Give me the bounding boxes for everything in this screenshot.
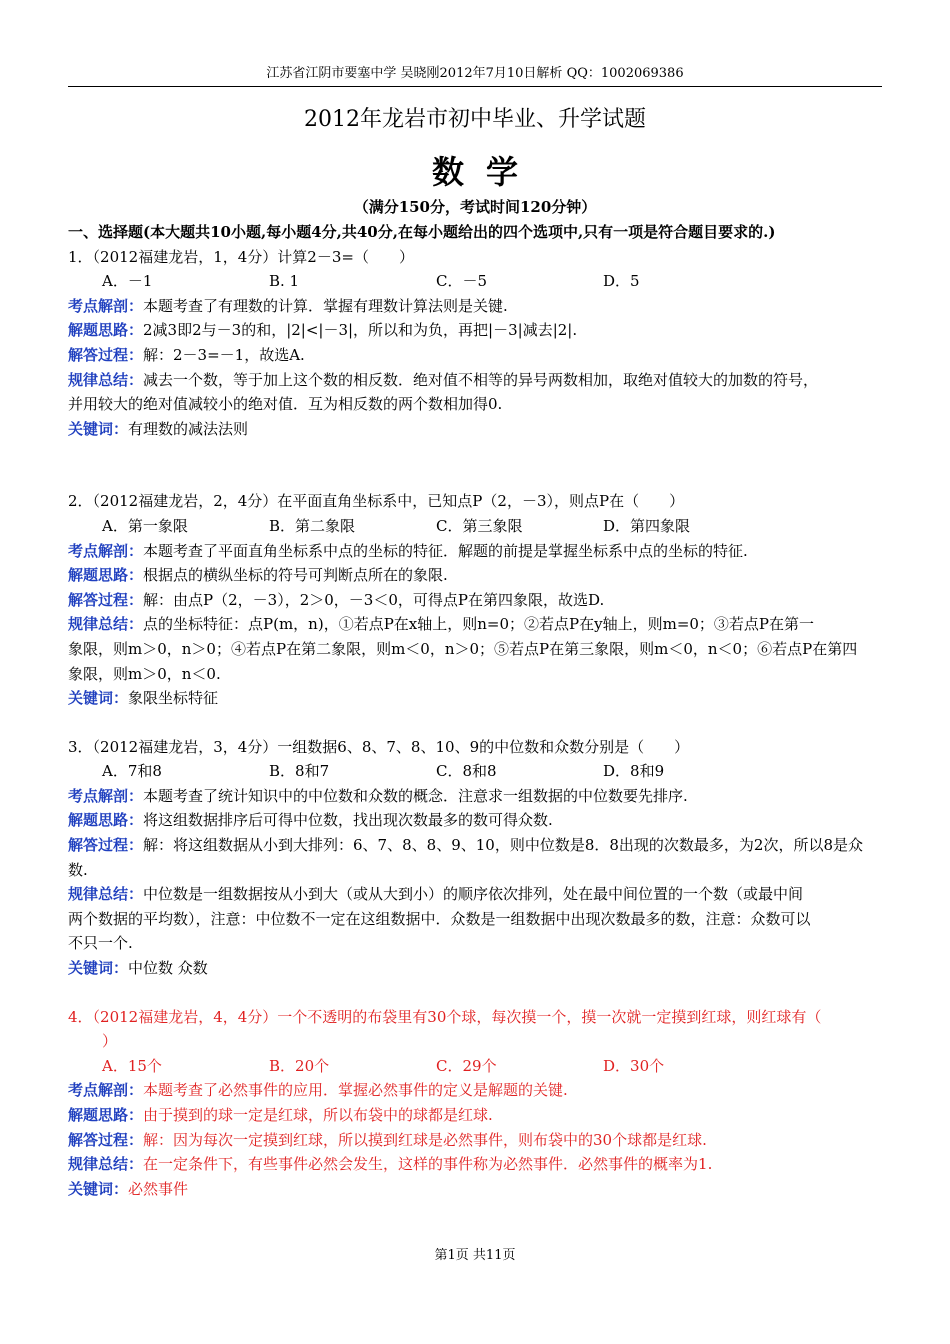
summary-text-cont: 不只一个.	[68, 934, 133, 953]
option-c: C．8和8	[436, 762, 497, 781]
process-text-cont: 数.	[68, 860, 88, 879]
idea-label: 解题思路：	[68, 811, 144, 830]
question-stem: 3．（2012福建龙岩，3，4分）一组数据6、8、7、8、10、9的中位数和众数分别是（ ）	[68, 737, 690, 756]
question-options	[68, 269, 882, 294]
summary-text-cont: 象限，则m＞0，n＞0；④若点P在第二象限，则m＜0，n＞0；⑤若点P在第三象限，则m＜0，n＜0；⑥若点P在第四	[68, 639, 858, 658]
summary-label: 规律总结：	[68, 370, 144, 389]
keywords-label: 关键词：	[68, 689, 129, 708]
process-text: 解：将这组数据从小到大排列：6、7、8、8、9、10，则中位数是8．8出现的次数最多，为2次，所以8是众	[143, 836, 863, 855]
score-note: （满分150分，考试时间120分钟）	[353, 198, 597, 216]
idea-label: 解题思路：	[68, 1106, 144, 1124]
option-d: D．8和9	[603, 762, 665, 781]
idea-label: 解题思路：	[68, 566, 144, 585]
option-a: A．7和8	[102, 762, 162, 781]
process-text: 解：2－3=－1，故选A.	[143, 345, 305, 364]
option-c: C．－5	[436, 272, 488, 291]
option-b: B．20个	[269, 1056, 330, 1075]
process-text: 解：因为每次一定摸到红球，所以摸到红球是必然事件，则布袋中的30个球都是红球.	[143, 1130, 707, 1149]
exam-content	[68, 220, 882, 1201]
question-4	[68, 1005, 882, 1202]
question-options	[68, 1054, 882, 1079]
page-header: 江苏省江阴市要塞中学 吴晓刚2012年7月10日解析 QQ：1002069386	[68, 64, 882, 87]
question-stem-cont: ）	[102, 1032, 118, 1051]
keywords-text: 必然事件	[128, 1179, 189, 1198]
process-text: 解：由点P（2，－3），2＞0，－3＜0，可得点P在第四象限，故选D.	[143, 590, 605, 609]
option-b: B．8和7	[269, 762, 330, 781]
option-b: B. 1	[269, 272, 300, 291]
option-d: D．5	[603, 272, 640, 291]
idea-text: 2减3即2与－3的和，|2|<|－3|，所以和为负，再把|－3|减去|2|.	[143, 321, 578, 340]
option-a: A．－1	[102, 272, 153, 291]
keywords-label: 关键词：	[68, 1179, 129, 1198]
process-label: 解答过程：	[68, 345, 144, 364]
process-label: 解答过程：	[68, 1130, 144, 1149]
question-2	[68, 489, 882, 710]
summary-text-cont: 象限，则m＞0，n＜0.	[68, 664, 221, 683]
point-label: 考点解剖：	[68, 1081, 144, 1100]
keywords-label: 关键词：	[68, 959, 129, 978]
summary-label: 规律总结：	[68, 615, 144, 634]
page-footer: 第1页 共11页	[434, 1248, 516, 1263]
summary-label: 规律总结：	[68, 885, 144, 904]
idea-text: 将这组数据排序后可得中位数，找出现次数最多的数可得众数.	[143, 811, 553, 830]
summary-text: 在一定条件下，有些事件必然会发生，这样的事件称为必然事件．必然事件的概率为1.	[143, 1155, 713, 1174]
idea-text: 根据点的横纵坐标的符号可判断点所在的象限.	[143, 566, 448, 585]
option-a: A．第一象限	[102, 516, 188, 535]
keywords-text: 有理数的减法法则	[128, 419, 249, 438]
section-header: 一、选择题(本大题共10小题,每小题4分,共40分,在每小题给出的四个选项中,只有一项是符合题目要求的.)	[68, 223, 776, 241]
question-stem: 1．（2012福建龙岩，1，4分）计算2－3=（ ）	[68, 247, 414, 266]
question-options	[68, 514, 882, 539]
point-text: 本题考查了有理数的计算．掌握有理数计算法则是关键.	[143, 296, 508, 315]
idea-label: 解题思路：	[68, 321, 144, 340]
idea-text: 由于摸到的球一定是红球，所以布袋中的球都是红球.	[143, 1106, 493, 1124]
point-label: 考点解剖：	[68, 786, 144, 805]
process-label: 解答过程：	[68, 590, 144, 609]
point-text: 本题考查了统计知识中的中位数和众数的概念．注意求一组数据的中位数要先排序.	[143, 786, 688, 805]
option-b: B．第二象限	[269, 516, 356, 535]
summary-text: 减去一个数，等于加上这个数的相反数．绝对值不相等的异号两数相加，取绝对值较大的加数的符号，	[143, 370, 819, 389]
question-stem: 4．（2012福建龙岩，4，4分）一个不透明的布袋里有30个球，每次摸一个，摸一次就一定摸到红球，则红球有（	[68, 1007, 822, 1026]
point-label: 考点解剖：	[68, 296, 144, 315]
keywords-label: 关键词：	[68, 419, 129, 438]
point-text: 本题考查了必然事件的应用．掌握必然事件的定义是解题的关键.	[143, 1081, 568, 1100]
summary-text: 中位数是一组数据按从小到大（或从大到小）的顺序依次排列，处在最中间位置的一个数（或最中间	[143, 885, 804, 904]
subject-title: 数学	[431, 153, 540, 191]
question-stem: 2．（2012福建龙岩，2，4分）在平面直角坐标系中，已知点P（2，－3），则点P在（ ）	[68, 492, 685, 511]
option-d: D．30个	[603, 1056, 665, 1075]
point-label: 考点解剖：	[68, 541, 144, 560]
option-c: C．29个	[436, 1056, 497, 1075]
option-d: D．第四象限	[603, 516, 691, 535]
question-1	[68, 245, 882, 442]
exam-title: 2012年龙岩市初中毕业、升学试题	[304, 107, 646, 132]
point-text: 本题考查了平面直角坐标系中点的坐标的特征．解题的前提是掌握坐标系中点的坐标的特征.	[143, 541, 748, 560]
question-3	[68, 735, 882, 981]
process-label: 解答过程：	[68, 836, 144, 855]
summary-text-cont: 并用较大的绝对值减较小的绝对值．互为相反数的两个数相加得0.	[68, 395, 503, 414]
keywords-text: 象限坐标特征	[128, 689, 219, 708]
option-a: A．15个	[102, 1056, 162, 1075]
option-c: C．第三象限	[436, 516, 523, 535]
summary-label: 规律总结：	[68, 1155, 144, 1174]
keywords-text: 中位数 众数	[128, 959, 208, 978]
summary-text-cont: 两个数据的平均数），注意：中位数不一定在这组数据中．众数是一组数据中出现次数最多的数，注意：众数可以	[68, 909, 811, 928]
summary-text: 点的坐标特征：点P(m，n)，①若点P在x轴上，则n=0；②若点P在y轴上，则m=0；③若点P在第一	[143, 615, 815, 634]
question-options	[68, 759, 882, 784]
